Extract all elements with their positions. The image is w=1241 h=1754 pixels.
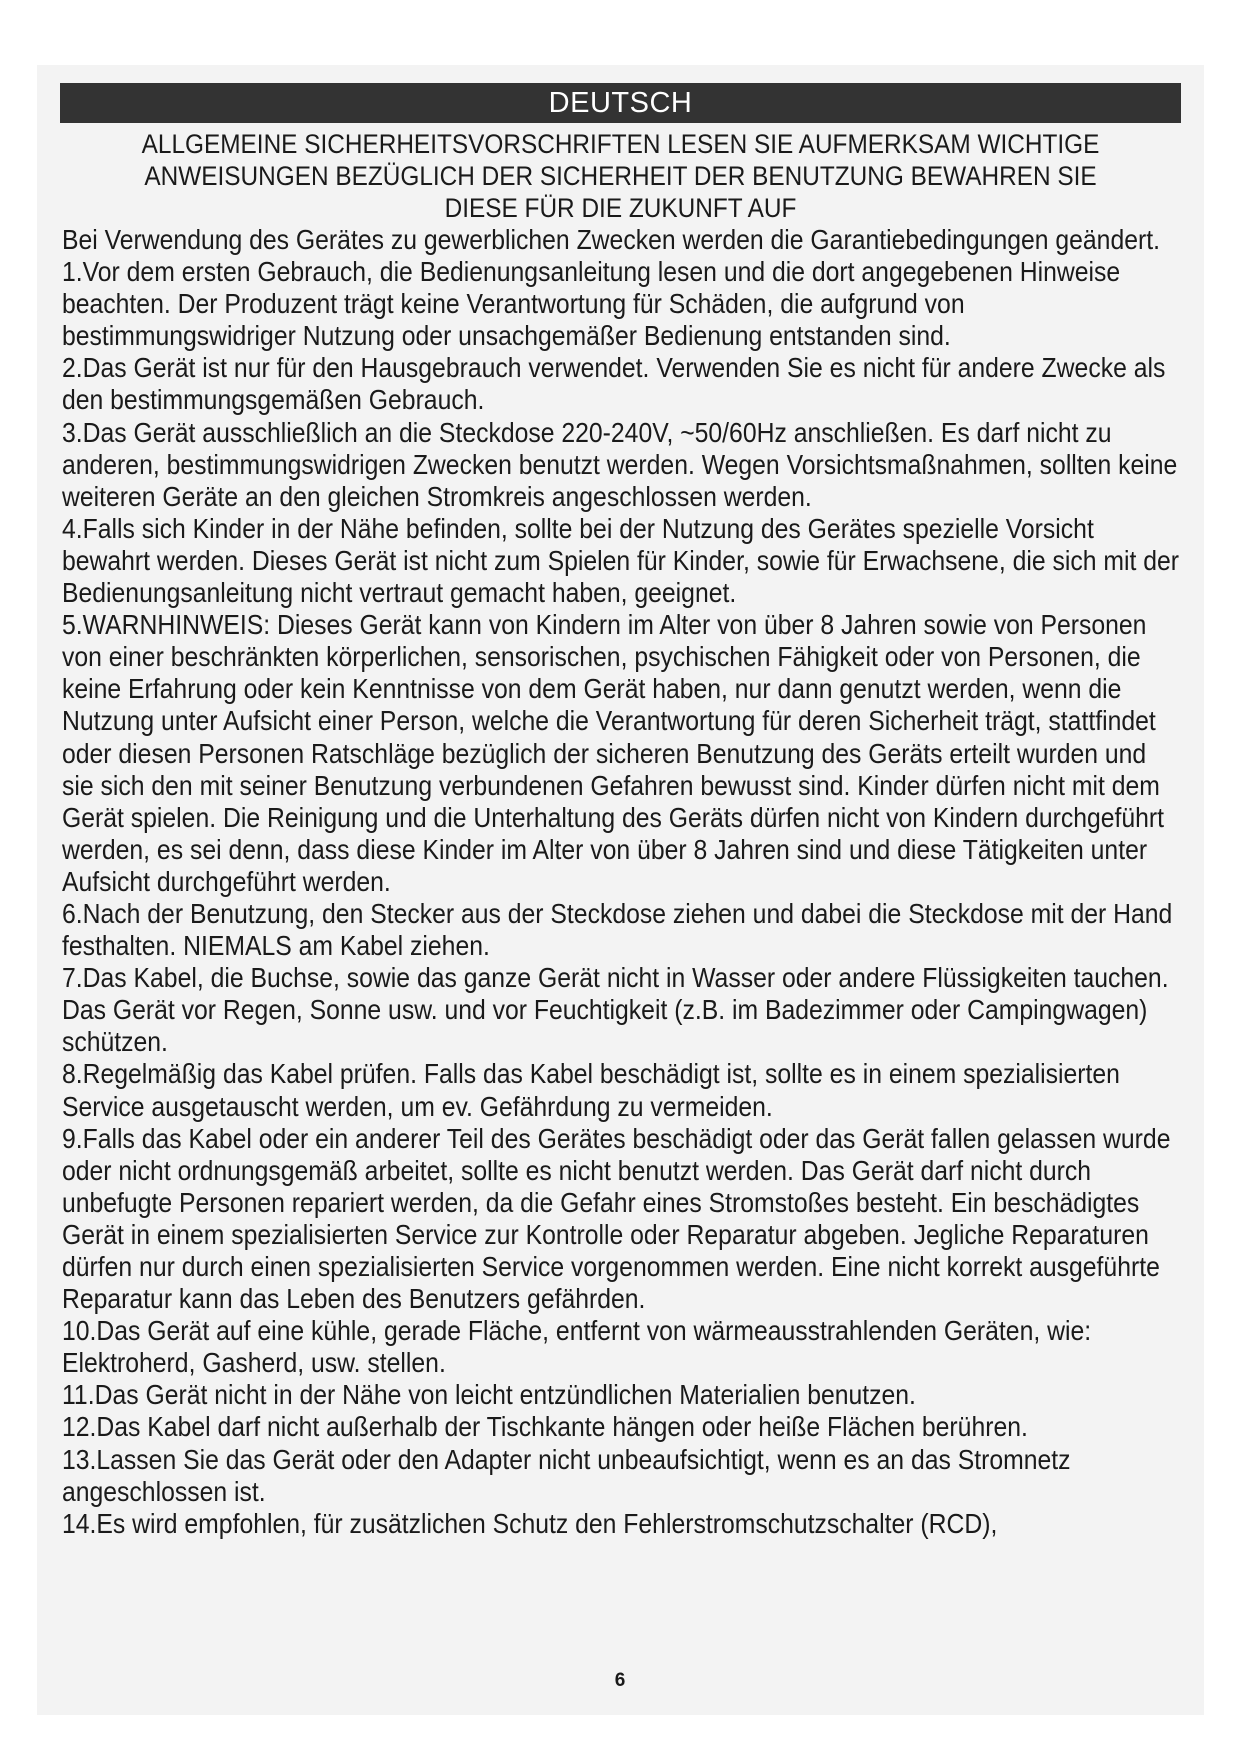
instruction-item-8: 8.Regelmäßig das Kabel prüfen. Falls das Kabel beschädigt ist, sollte es in einem spezialisierten Service ausgetauscht werden, um ev. Gefährdung zu vermeiden. — [62, 1058, 1120, 1122]
instruction-item-6: 6.Nach der Benutzung, den Stecker aus der Steckdose ziehen und dabei die Steckdose mit der Hand festhalten. NIEMALS am Kabel ziehen. — [62, 897, 1173, 962]
instruction-item-5: 5.WARNHINWEIS: Dieses Gerät kann von Kindern im Alter von über 8 Jahren sowie von Personen von einer beschränkten körperlichen, sensorischen, psychischen Fähigkeit oder von Personen, die keine Erfahrung oder kein Kenntnisse von dem Gerät haben, nur dann genutzt werden, wenn die Nutzung unter Aufsicht einer Person, welche die Verantwortung für deren Sicherheit trägt, stattfindet oder diesen Personen Ratschläge bezüglich der sicheren Benutzung des Geräts erteilt wurden und sie sich den mit seiner Benutzung verbundenen Gefahren bewusst sind. Kinder dürfen nicht mit dem Gerät spielen. Die Reinigung und die Unterhaltung des Geräts dürfen nicht von Kindern durchgeführt werden, es sei denn, dass diese Kinder im Alter von über 8 Jahren sind und diese Tätigkeiten unter Aufsicht durchgeführt werden. — [62, 609, 1165, 897]
instructions-body — [62, 224, 1180, 1540]
intro-paragraph: Bei Verwendung des Gerätes zu gewerblichen Zwecken werden die Garantiebedingungen geändert. — [62, 224, 1160, 255]
instruction-item-9: 9.Falls das Kabel oder ein anderer Teil des Gerätes beschädigt oder das Gerät fallen gelassen wurde oder nicht ordnungsgemäß arbeitet, sollte es nicht benutzt werden. Das Gerät darf nicht durch unbefugte Personen repariert werden, da die Gefahr eines Stromstoßes besteht. Ein beschädigtes Gerät in einem spezialisierten Service zur Kontrolle oder Reparatur abgeben. Jegliche Reparaturen dürfen nur durch einen spezialisierten Service vorgenommen werden. Eine nicht korrekt ausgeführte Reparatur kann das Leben des Benutzers gefährden. — [62, 1122, 1171, 1315]
instruction-item-7: 7.Das Kabel, die Buchse, sowie das ganze Gerät nicht in Wasser oder andere Flüssigkeiten tauchen. Das Gerät vor Regen, Sonne usw. und vor Feuchtigkeit (z.B. im Badezimmer oder Campingwagen) schützen. — [62, 962, 1169, 1058]
instruction-item-13: 13.Lassen Sie das Gerät oder den Adapter nicht unbeaufsichtigt, wenn es an das Stromnetz angeschlossen ist. — [62, 1443, 1071, 1507]
language-banner: DEUTSCH — [60, 83, 1181, 123]
instruction-item-1: 1.Vor dem ersten Gebrauch, die Bedienungsanleitung lesen und die dort angegebenen Hinweise beachten. Der Produzent trägt keine Verantwortung für Schäden, die aufgrund von bestimmungswidriger Nutzung oder unsachgemäßer Bedienung entstanden sind. — [62, 256, 1121, 352]
instruction-item-12: 12.Das Kabel darf nicht außerhalb der Tischkante hängen oder heiße Flächen berühren. — [62, 1411, 1028, 1443]
safety-heading: ALLGEMEINE SICHERHEITSVORSCHRIFTEN LESEN SIE AUFMERKSAM WICHTIGE ANWEISUNGEN BEZÜGLICH DER SICHERHEIT DER BENUTZUNG BEWAHREN SIE DIESE FÜR DIE ZUKUNFT AUF — [141, 129, 1100, 223]
page-number: 6 — [614, 1670, 626, 1691]
instruction-item-3: 3.Das Gerät ausschließlich an die Steckdose 220-240V, ~50/60Hz anschließen. Es darf nicht zu anderen, bestimmungswidrigen Zwecken benutzt werden. Wegen Vorsichtsmaßnahmen, sollten keine weiteren Geräte an den gleichen Stromkreis angeschlossen werden. — [62, 416, 1178, 512]
instruction-item-4: 4.Falls sich Kinder in der Nähe befinden, sollte bei der Nutzung des Gerätes spezielle Vorsicht bewahrt werden. Dieses Gerät ist nicht zum Spielen für Kinder, sowie für Erwachsene, die sich mit der Bedienungsanleitung nicht vertraut gemacht haben, geeignet. — [62, 512, 1180, 609]
instruction-item-11: 11.Das Gerät nicht in der Nähe von leicht entzündlichen Materialien benutzen. — [62, 1379, 916, 1411]
instruction-item-10: 10.Das Gerät auf eine kühle, gerade Fläche, entfernt von wärmeausstrahlenden Geräten, wie: Elektroherd, Gasherd, usw. stellen. — [62, 1315, 1092, 1379]
instruction-item-14: 14.Es wird empfohlen, für zusätzlichen Schutz den Fehlerstromschutzschalter (RCD), — [62, 1507, 998, 1539]
instruction-item-2: 2.Das Gerät ist nur für den Hausgebrauch verwendet. Verwenden Sie es nicht für andere Zwecke als den bestimmungsgemäßen Gebrauch. — [62, 352, 1166, 416]
